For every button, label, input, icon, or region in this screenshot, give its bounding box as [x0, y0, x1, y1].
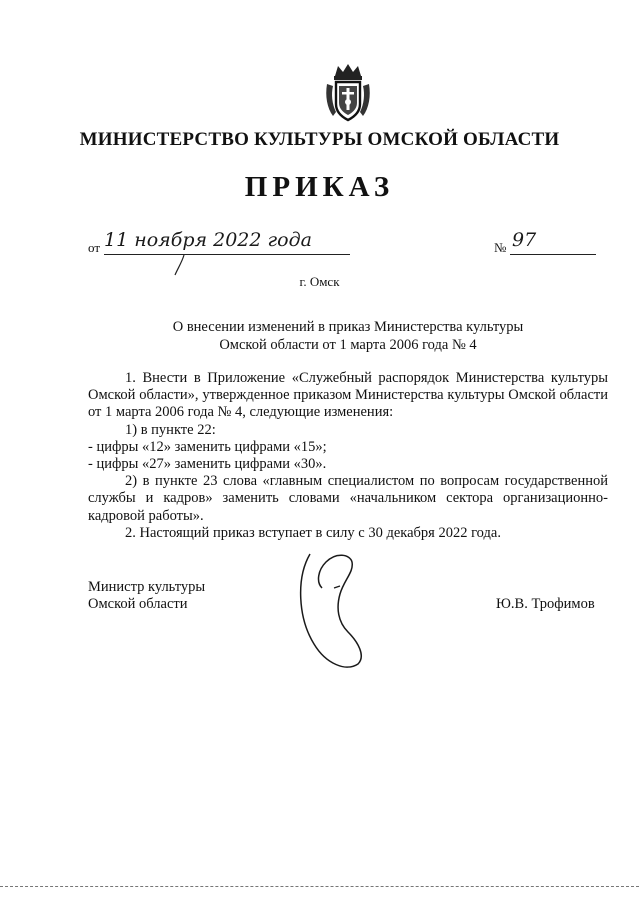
ink-stroke — [172, 254, 188, 276]
position-line-1: Министр культуры — [88, 579, 206, 595]
document-type-title: ПРИКАЗ — [244, 171, 395, 203]
subject-line-1: О внесении изменений в приказ Министерства культуры — [172, 319, 524, 335]
handwritten-number: 97 — [512, 229, 537, 251]
signatory-position — [88, 579, 205, 613]
date-prefix: от — [88, 240, 101, 255]
order-subject — [88, 318, 608, 354]
handwritten-signature-icon — [292, 548, 372, 678]
position-line-2: Омской области — [88, 596, 188, 612]
body-paragraph-5: 2) в пункте 23 слова «главным специалистом по вопросам государственной службы и кадров» заменить словами «начальником сектора организационно-кадровой работы». — [88, 473, 608, 524]
city-label: г. Омск — [299, 274, 340, 289]
number-prefix: № — [494, 240, 507, 255]
body-paragraph-4: - цифры «27» заменить цифрами «30». — [88, 456, 327, 473]
signatory-name: Ю.В. Трофимов — [496, 596, 595, 612]
date-underline — [104, 254, 350, 255]
subject-line-2: Омской области от 1 марта 2006 года № 4 — [219, 337, 477, 353]
body-paragraph-6: 2. Настоящий приказ вступает в силу с 30 декабря 2022 года. — [125, 524, 501, 541]
ministry-title: МИНИСТЕРСТВО КУЛЬТУРЫ ОМСКОЙ ОБЛАСТИ — [79, 129, 560, 150]
order-body — [88, 370, 608, 542]
number-underline — [510, 254, 596, 255]
handwritten-date: 11 ноября 2022 года — [104, 229, 312, 251]
body-paragraph-2: 1) в пункте 22: — [125, 421, 216, 438]
body-paragraph-3: - цифры «12» заменить цифрами «15»; — [88, 438, 327, 455]
page-bottom-border — [0, 886, 639, 887]
coat-of-arms-icon — [323, 62, 373, 124]
body-paragraph-1: 1. Внести в Приложение «Служебный распорядок Министерства культуры Омской области», утвержденное приказом Министерства культуры Омской области от 1 марта 2006 года № 4, следующие изменения: — [88, 370, 608, 421]
